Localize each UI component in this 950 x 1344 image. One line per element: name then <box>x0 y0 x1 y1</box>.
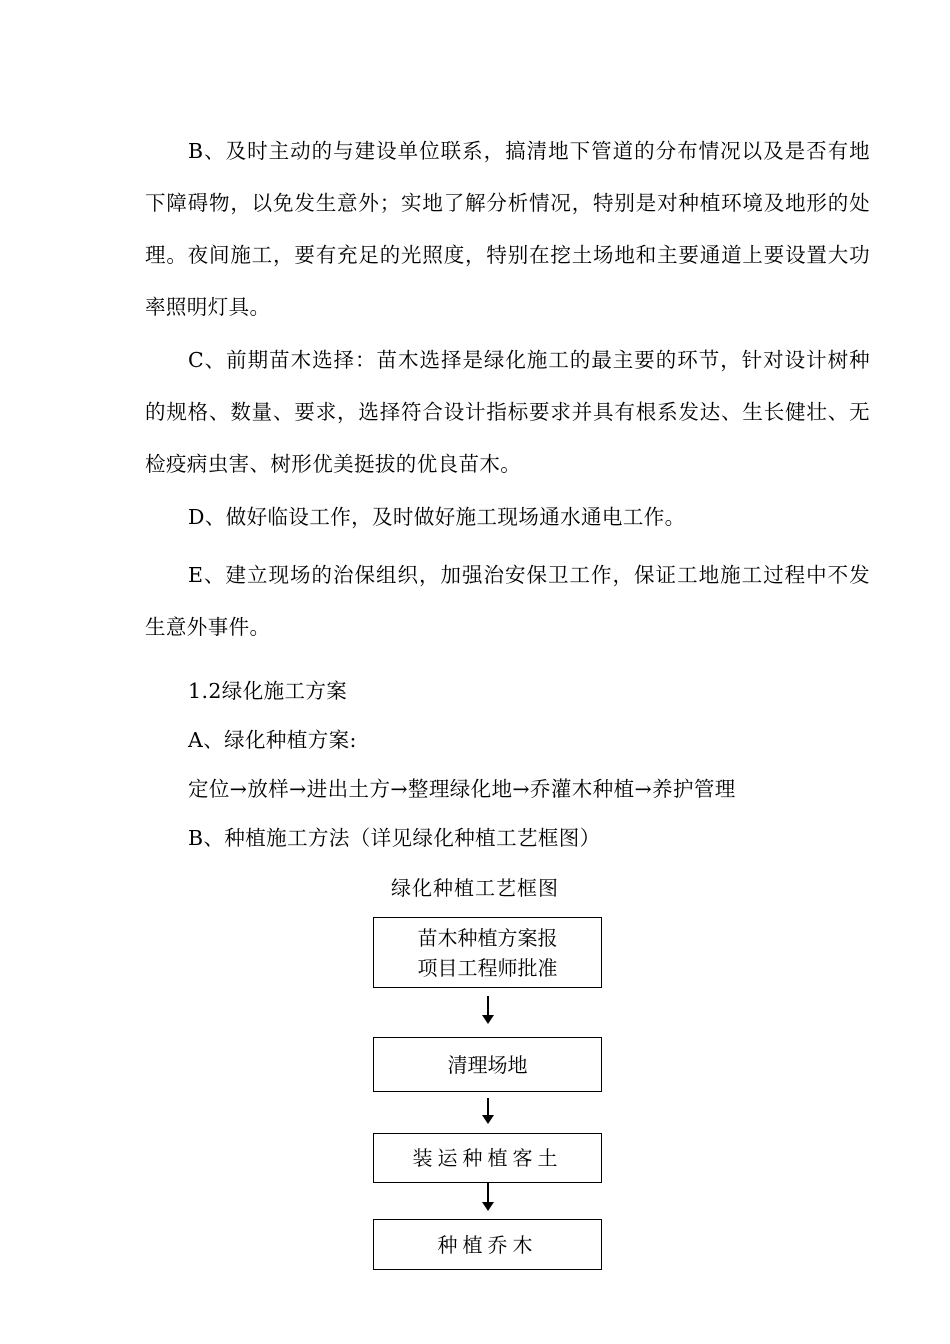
flow-step-approval-line2: 项目工程师批准 <box>417 955 558 980</box>
paragraph-d-temporary-facilities: D、做好临设工作，及时做好施工现场通水通电工作。 <box>188 505 686 529</box>
paragraph-b-preparation: B、及时主动的与建设单位联系，搞清地下管道的分布情况以及是否有地下障碍物，以免发生意外；实地了解分析情况，特别是对种植环境及地形的处理。夜间施工，要有充足的光照度，特别在挖土场地和主要通道上要设置大功率照明灯具。 <box>145 139 870 319</box>
flow-step-tree-planting-label: 种植乔木 <box>437 1232 538 1257</box>
paragraph-c-seedling-selection: C、前期苗木选择：苗木选择是绿化施工的最主要的环节，针对设计树种的规格、数量、要求，选择符合设计指标要求并具有根系发达、生长健壮、无检疫病虫害、树形优美挺拔的优良苗木。 <box>145 348 870 476</box>
flow-step-site-clearing <box>373 1037 602 1092</box>
flow-arrow-1 <box>487 996 489 1016</box>
planting-plan-label: A、绿化种植方案: <box>188 728 357 752</box>
flow-arrow-2 <box>487 1098 489 1116</box>
flow-step-soil-transport <box>373 1133 602 1183</box>
planting-method-label: B、种植施工方法（详见绿化种植工艺框图） <box>188 826 601 850</box>
flow-step-approval-line1: 苗木种植方案报 <box>417 925 558 950</box>
paragraph-e-security: E、建立现场的治保组织，加强治安保卫工作，保证工地施工过程中不发生意外事件。 <box>145 563 870 639</box>
flow-step-tree-planting <box>373 1219 602 1270</box>
flow-step-site-clearing-label: 清理场地 <box>447 1052 528 1077</box>
planting-process-flow: 定位→放样→进出土方→整理绿化地→乔灌木种植→养护管理 <box>188 777 736 801</box>
flow-step-approval <box>373 917 602 988</box>
section-heading: 1.2绿化施工方案 <box>188 679 348 703</box>
flow-step-soil-transport-label: 装运种植客土 <box>412 1146 563 1170</box>
flowchart-title: 绿化种植工艺框图 <box>391 876 559 900</box>
flow-arrow-3 <box>487 1183 489 1203</box>
